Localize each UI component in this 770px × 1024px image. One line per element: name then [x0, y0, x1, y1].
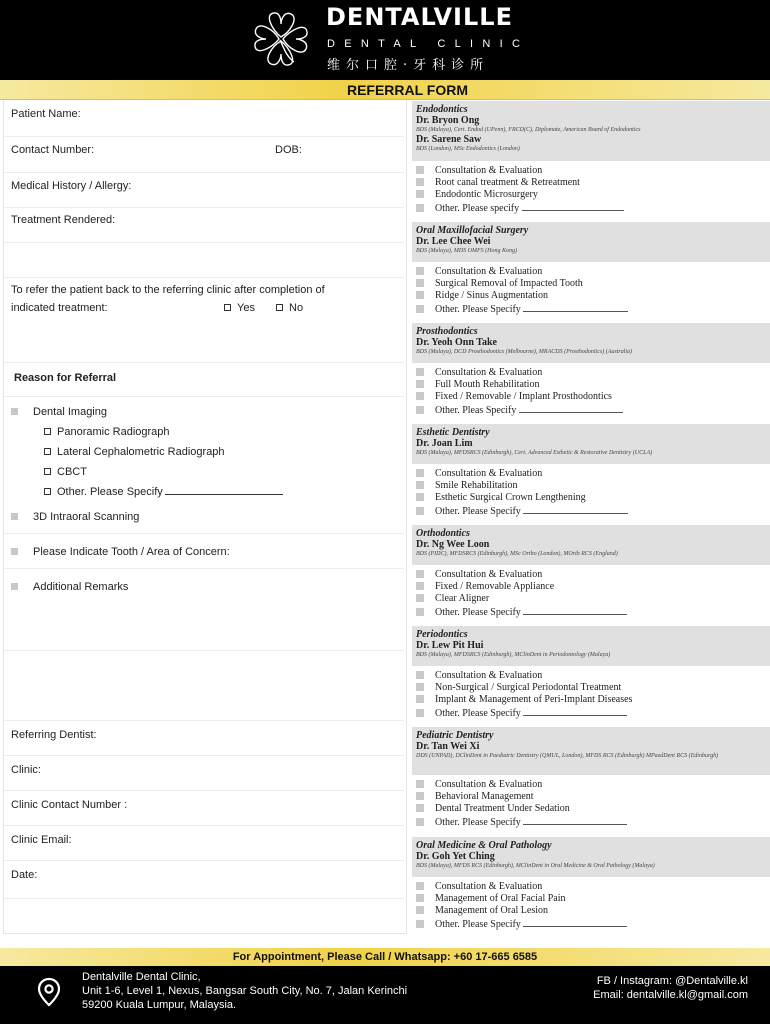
treatment-options [412, 666, 770, 719]
treatment-option[interactable] [416, 189, 770, 201]
checkbox[interactable] [416, 570, 424, 578]
option-label: Other. Please Specify [435, 816, 521, 828]
specialty-name: Esthetic Dentistry [416, 427, 490, 438]
yes-checkbox[interactable] [224, 304, 231, 311]
social-handle[interactable]: FB / Instagram: @Dentalville.kl [596, 975, 748, 987]
title-bar [0, 80, 770, 100]
clinic-contact-field[interactable]: Clinic Contact Number : [11, 799, 128, 811]
option-label: Consultation & Evaluation [435, 165, 543, 176]
doctor-name: Dr. Lew Pit Hui [416, 640, 484, 651]
checkbox[interactable] [416, 469, 424, 477]
checkbox[interactable] [416, 780, 424, 788]
address-line: 59200 Kuala Lumpur, Malaysia. [82, 999, 237, 1011]
reason-for-referral-heading: Reason for Referral [14, 372, 117, 384]
treatment-options [412, 877, 770, 930]
specialty-header [412, 424, 770, 464]
form-title: REFERRAL FORM [346, 82, 469, 98]
checkbox[interactable] [416, 792, 424, 800]
checkbox[interactable] [416, 906, 424, 914]
divider [4, 242, 404, 243]
treatment-option[interactable] [416, 593, 770, 605]
checkbox[interactable] [416, 279, 424, 287]
divider [4, 207, 404, 208]
checkbox[interactable] [416, 493, 424, 501]
treatment-options [412, 262, 770, 315]
treatment-option[interactable] [416, 682, 770, 694]
treatment-option[interactable] [416, 791, 770, 803]
checkbox[interactable] [416, 267, 424, 275]
treatment-option[interactable] [416, 893, 770, 905]
specialty-name: Oral Maxillofacial Surgery [416, 225, 529, 236]
doctor-credentials: BDS (London), MSc Endodontics (London) [416, 146, 520, 152]
appointment-bar: For Appointment, Please Call / Whatsapp: +60 17-665 6585 [0, 948, 770, 966]
treatment-option[interactable] [416, 803, 770, 815]
specify-blank[interactable] [523, 918, 627, 927]
option-label: Consultation & Evaluation [435, 670, 543, 681]
no-label: No [289, 302, 304, 314]
divider [4, 650, 404, 651]
option-label: Ridge / Sinus Augmentation [435, 290, 549, 302]
option-label: Panoramic Radiograph [57, 426, 170, 438]
divider [4, 568, 404, 569]
checkbox[interactable] [416, 204, 424, 212]
specialty-endodontics [412, 101, 770, 219]
option-label: Clear Aligner [435, 593, 490, 605]
doctor-name: Dr. Yeoh Onn Take [416, 337, 497, 348]
option-label: Consultation & Evaluation [435, 468, 543, 479]
specialty-header [412, 727, 770, 775]
treatment-option[interactable] [416, 367, 770, 379]
specialty-header [412, 222, 770, 262]
intraoral-scanning-label[interactable]: 3D Intraoral Scanning [33, 511, 140, 523]
doctor-name: Dr. Ng Wee Loon [416, 539, 490, 550]
option-label: Fixed / Removable Appliance [435, 581, 555, 593]
specify-blank[interactable] [523, 816, 627, 825]
refer-back-text-line2: indicated treatment: [11, 302, 108, 314]
brand-subtitle: DENTAL CLINIC [327, 38, 530, 50]
option-label: Smile Rehabilitation [435, 480, 518, 492]
treatment-options [412, 161, 770, 214]
specify-blank[interactable] [165, 486, 283, 495]
yes-option[interactable] [224, 302, 255, 314]
checkbox[interactable] [416, 507, 424, 515]
option-label: Consultation & Evaluation [435, 569, 543, 580]
treatment-option[interactable] [416, 202, 770, 214]
treatment-option[interactable] [416, 707, 770, 719]
option-label: Other. Please Specify [57, 486, 163, 498]
dob-field[interactable]: DOB: [275, 144, 302, 156]
checkbox[interactable] [44, 448, 51, 455]
referring-dentist-field[interactable]: Referring Dentist: [11, 729, 97, 741]
doctor-credentials: BDS (PIDC), MFDSRCS (Edinburgh), MSc Ortho (London), MOrth RCS (England) [416, 551, 618, 557]
bullet-icon [11, 548, 18, 555]
option-label: Dental Treatment Under Sedation [435, 803, 570, 815]
no-option[interactable] [276, 302, 303, 314]
imaging-option-panoramic[interactable] [44, 426, 170, 438]
medical-history-field[interactable]: Medical History / Allergy: [11, 180, 132, 192]
option-label: Consultation & Evaluation [435, 367, 543, 378]
checkbox[interactable] [416, 608, 424, 616]
imaging-option-cephalometric[interactable] [44, 446, 225, 458]
location-pin-icon [36, 977, 62, 1007]
option-label: Other. Please Specify [435, 707, 521, 719]
checkbox[interactable] [416, 305, 424, 313]
contact-info [593, 974, 748, 1002]
specialty-header [412, 323, 770, 363]
option-label: Other. Please Specify [435, 918, 521, 930]
checkbox[interactable] [416, 804, 424, 812]
address-line: Dentalville Dental Clinic, [82, 971, 201, 983]
treatment-option[interactable] [416, 670, 770, 682]
option-label: Endodontic Microsurgery [435, 189, 538, 201]
treatment-option[interactable] [416, 918, 770, 930]
option-label: Other. Please Specify [435, 303, 521, 315]
doctor-name: Dr. Tan Wei Xi [416, 741, 480, 752]
treatment-option[interactable] [416, 404, 770, 416]
specify-blank[interactable] [519, 404, 623, 413]
patient-form [3, 100, 407, 934]
treatment-option[interactable] [416, 177, 770, 189]
dental-imaging-label: Dental Imaging [33, 406, 107, 418]
additional-remarks-label[interactable]: Additional Remarks [33, 581, 129, 593]
divider [4, 172, 404, 173]
option-label: Surgical Removal of Impacted Tooth [435, 278, 583, 290]
doctor-credentials: BDS (Malaya), MFDSRCS (Edinburgh), Cert. Advanced Esthetic & Restorative Dentistry (UCLA) [416, 450, 653, 456]
treatment-options [412, 565, 770, 618]
clinic-address [82, 970, 407, 1012]
treatment-option[interactable] [416, 266, 770, 278]
treatment-option[interactable] [416, 816, 770, 828]
contact-number-field[interactable]: Contact Number: [11, 144, 95, 156]
divider [4, 860, 404, 861]
divider [4, 362, 404, 363]
treatment-option[interactable] [416, 569, 770, 581]
brand-chinese-name: 维尔口腔·牙科诊所 [327, 58, 490, 73]
checkbox[interactable] [416, 166, 424, 174]
doctor-name: Dr. Lee Chee Wei [416, 236, 491, 247]
checkbox[interactable] [416, 818, 424, 826]
checkbox[interactable] [44, 468, 51, 475]
specialty-header [412, 837, 770, 877]
specialty-name: Orthodontics [416, 528, 470, 539]
specialty-prosthodontics [412, 323, 770, 421]
treatment-option[interactable] [416, 694, 770, 706]
checkbox[interactable] [416, 582, 424, 590]
bullet-icon [11, 408, 18, 415]
doctor-name: Dr. Joan Lim [416, 438, 473, 449]
checkbox[interactable] [416, 392, 424, 400]
treatment-options [412, 775, 770, 828]
divider [4, 396, 404, 397]
bullet-icon [11, 583, 18, 590]
specialty-header [412, 101, 770, 161]
specify-blank[interactable] [523, 303, 628, 312]
treatment-option[interactable] [416, 468, 770, 480]
divider [4, 790, 404, 791]
treatment-option[interactable] [416, 581, 770, 593]
option-label: Consultation & Evaluation [435, 881, 543, 892]
treatment-option[interactable] [416, 165, 770, 177]
treatment-option[interactable] [416, 606, 770, 618]
brand-name: DENTALVILLE [326, 3, 513, 31]
option-label: Behavioral Management [435, 791, 534, 803]
treatment-option[interactable] [416, 905, 770, 917]
clover-logo-icon [250, 8, 312, 70]
no-checkbox[interactable] [276, 304, 283, 311]
clinic-field[interactable]: Clinic: [11, 764, 41, 776]
doctor-credentials: BDS (Malaya), DCD Prosthodontics (Melbourne), MRACDS (Prosthodontics) (Australia) [416, 349, 633, 355]
checkbox[interactable] [44, 428, 51, 435]
divider [4, 755, 404, 756]
option-label: Management of Oral Facial Pain [435, 893, 566, 905]
specialty-header [412, 525, 770, 565]
imaging-option-cbct[interactable] [44, 466, 87, 478]
checkbox[interactable] [416, 368, 424, 376]
option-label: Other. Pleas Specify [435, 404, 517, 416]
specialty-oral-medicine-pathology [412, 837, 770, 937]
option-label: Non-Surgical / Surgical Periodontal Treatment [435, 682, 622, 694]
divider [4, 136, 404, 137]
address-line: Unit 1-6, Level 1, Nexus, Bangsar South City, No. 7, Jalan Kerinchi [82, 985, 408, 997]
treatment-rendered-field[interactable]: Treatment Rendered: [11, 214, 116, 226]
checkbox[interactable] [416, 695, 424, 703]
header [0, 0, 770, 80]
option-label: Lateral Cephalometric Radiograph [57, 446, 225, 458]
option-label: Esthetic Surgical Crown Lengthening [435, 492, 586, 504]
specialty-orthodontics [412, 525, 770, 623]
checkbox[interactable] [416, 882, 424, 890]
checkbox[interactable] [416, 894, 424, 902]
checkbox[interactable] [416, 380, 424, 388]
option-label: Management of Oral Lesion [435, 905, 549, 917]
checkbox[interactable] [416, 683, 424, 691]
option-label: Other. Please Specify [435, 505, 521, 517]
option-label: Other. Please Specify [435, 606, 521, 618]
specialty-name: Oral Medicine & Oral Pathology [416, 840, 552, 851]
specialty-name: Prosthodontics [416, 326, 478, 337]
treatment-option[interactable] [416, 278, 770, 290]
treatment-option[interactable] [416, 480, 770, 492]
doctor-name: Dr. Sarene Saw [416, 134, 482, 145]
indicate-tooth-label[interactable]: Please Indicate Tooth / Area of Concern: [33, 546, 230, 558]
checkbox[interactable] [416, 178, 424, 186]
option-label: Other. Please specify [435, 202, 520, 214]
option-label: Root canal treatment & Retreatment [435, 177, 580, 189]
specify-blank[interactable] [523, 606, 627, 615]
footer [0, 966, 770, 1024]
specialty-oral-maxillofacial-surgery [412, 222, 770, 320]
divider [4, 898, 404, 899]
specialty-name: Pediatric Dentistry [416, 730, 494, 741]
checkbox[interactable] [416, 481, 424, 489]
specialty-name: Endodontics [416, 104, 468, 115]
doctor-credentials: BDS (Malaya), Cert. Endod (UPenn), FRCD(C), Diplomate, American Board of Endodontics [416, 127, 641, 133]
doctor-credentials: BDS (Malaya), MDS OMFS (Hong Kong) [416, 248, 517, 254]
treatment-option[interactable] [416, 391, 770, 403]
checkbox[interactable] [416, 671, 424, 679]
clinic-email-field[interactable]: Clinic Email: [11, 834, 72, 846]
doctor-name: Dr. Bryon Ong [416, 115, 480, 126]
doctor-credentials: BDS (Malaya), MFDSRCS (Edinburgh), MClinDent in Periodontology (Malaya) [416, 652, 611, 658]
treatment-option[interactable] [416, 379, 770, 391]
specify-blank[interactable] [523, 505, 628, 514]
divider [4, 825, 404, 826]
imaging-option-other[interactable] [44, 486, 283, 498]
specialty-name: Periodontics [416, 629, 468, 640]
treatment-option[interactable] [416, 779, 770, 791]
option-label: Implant & Management of Peri-Implant Diseases [435, 694, 633, 706]
date-field[interactable]: Date: [11, 869, 38, 881]
treatment-option[interactable] [416, 881, 770, 893]
option-label: Consultation & Evaluation [435, 779, 543, 790]
specialty-header [412, 626, 770, 666]
checkbox[interactable] [44, 488, 51, 495]
specialty-pediatric-dentistry [412, 727, 770, 835]
refer-back-text-line1: To refer the patient back to the referring clinic after completion of [11, 284, 325, 296]
specify-blank[interactable] [523, 707, 627, 716]
divider [4, 277, 404, 278]
option-label: Consultation & Evaluation [435, 266, 543, 277]
checkbox[interactable] [416, 291, 424, 299]
treatment-option[interactable] [416, 492, 770, 504]
treatment-option[interactable] [416, 505, 770, 517]
yes-label: Yes [237, 302, 255, 314]
patient-name-field[interactable]: Patient Name: [11, 108, 81, 120]
option-label: Full Mouth Rehabilitation [435, 379, 540, 391]
checkbox[interactable] [416, 406, 424, 414]
treatment-option[interactable] [416, 290, 770, 302]
checkbox[interactable] [416, 594, 424, 602]
checkbox[interactable] [416, 190, 424, 198]
bullet-icon [11, 513, 18, 520]
checkbox[interactable] [416, 709, 424, 717]
specialty-periodontics [412, 626, 770, 724]
doctor-credentials: BDS (Malaya), MFDS RCS (Edinburgh), MClinDent in Oral Medicine & Oral Pathology (Malaya) [416, 863, 655, 869]
option-label: Fixed / Removable / Implant Prosthodontics [435, 391, 612, 403]
treatment-options [412, 363, 770, 416]
treatment-option[interactable] [416, 303, 770, 315]
divider [4, 720, 404, 721]
specify-blank[interactable] [522, 202, 624, 211]
checkbox[interactable] [416, 920, 424, 928]
doctor-name: Dr. Goh Yet Ching [416, 851, 495, 862]
specialty-esthetic-dentistry [412, 424, 770, 522]
doctor-credentials: DDS (UNPAD), DClinDent in Paediatric Dentistry (QMUL, London), MFDS RCS (Edinburgh) MPaedDent RCS (Edinburgh) [416, 753, 719, 759]
option-label: CBCT [57, 466, 87, 478]
email-address[interactable]: Email: dentalville.kl@gmail.com [593, 989, 748, 1001]
divider [4, 533, 404, 534]
treatment-options [412, 464, 770, 517]
